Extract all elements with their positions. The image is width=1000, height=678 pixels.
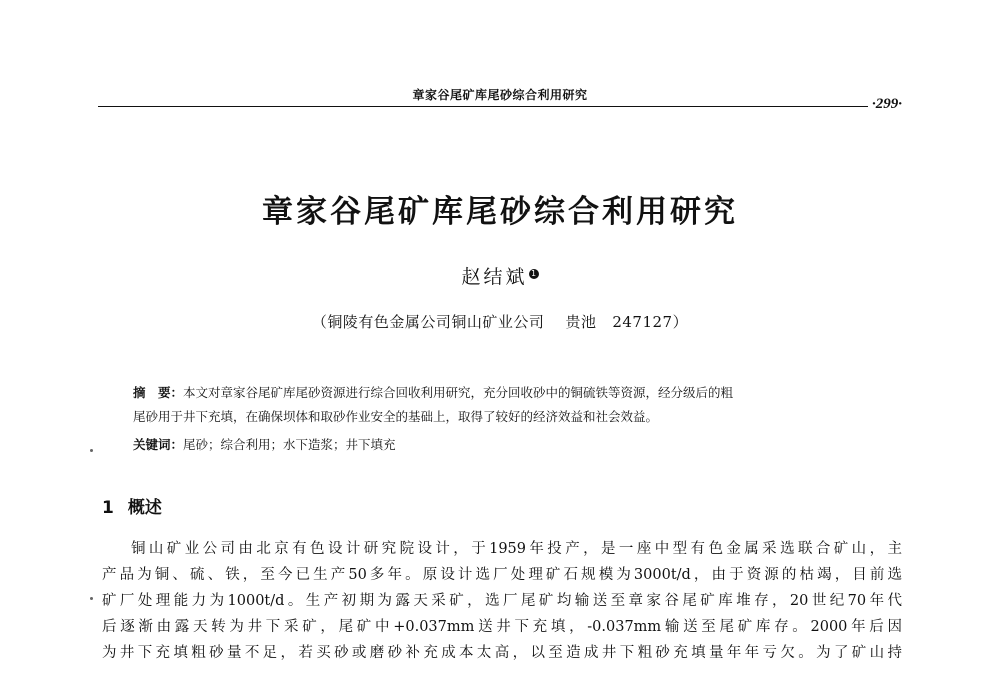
body-line: 为井下充填粗砂量不足，若买砂或磨砂补充成本太高，以至造成井下粗砂充填量年年亏欠。为了矿山持 xyxy=(102,645,902,661)
body-line: 产品为铜、硫、铁，至今已生产50多年。原设计选厂处理矿石规模为3000t/d，由于资源的枯竭，目前选 xyxy=(102,567,902,583)
affiliation-postcode: 247127 xyxy=(612,313,673,331)
abstract-line-2: 尾砂用于井下充填，在确保坝体和取砂作业安全的基础上，取得了较好的经济效益和社会效益。 xyxy=(133,409,659,424)
paper-title: 章家谷尾矿库尾砂综合利用研究 xyxy=(262,194,738,230)
body-line: 后逐渐由露天转为井下采矿，尾矿中+0.037mm送井下充填，-0.037mm输送至尾矿库存。2000年后因 xyxy=(102,619,902,635)
affiliation-organization: 铜陵有色金属公司铜山矿业公司 xyxy=(327,313,545,331)
author-affiliation xyxy=(0,311,1000,332)
section-title: 概述 xyxy=(127,498,162,518)
abstract-text-1: 本文对章家谷尾矿库尾砂资源进行综合回收利用研究，充分回收砂中的铜硫铁等资源，经分级后的粗 xyxy=(183,385,734,400)
abstract-label: 摘 要： xyxy=(133,385,184,400)
abstract xyxy=(133,381,893,429)
keywords xyxy=(133,433,893,457)
affiliation-city: 贵池 xyxy=(565,313,597,331)
body-line: 铜山矿业公司由北京有色设计研究院设计，于1959年投产，是一座中型有色金属采选联合矿山，主 xyxy=(131,541,902,557)
affiliation-open-paren: （ xyxy=(311,313,328,331)
keywords-label: 关键词： xyxy=(133,437,184,452)
header-rule xyxy=(98,106,868,107)
author-footnote-marker[interactable]: 1 xyxy=(529,269,539,279)
section-heading xyxy=(102,493,162,518)
affiliation-close-paren: ） xyxy=(672,313,689,331)
author-line xyxy=(0,262,1000,289)
body-paragraph xyxy=(102,536,902,666)
running-header xyxy=(98,86,902,112)
section-number: 1 xyxy=(102,498,114,518)
running-header-title: 章家谷尾矿库尾砂综合利用研究 xyxy=(412,88,588,102)
author-name: 赵结斌 xyxy=(461,266,528,288)
scan-margin-dot xyxy=(90,597,93,600)
keywords-text: 尾砂；综合利用；水下造浆；井下填充 xyxy=(183,437,396,452)
scan-margin-dot xyxy=(90,449,93,452)
page-number: ·299· xyxy=(872,96,902,112)
abstract-line-1 xyxy=(133,381,893,405)
body-line: 矿厂处理能力为1000t/d。生产初期为露天采矿，选厂尾矿均输送至章家谷尾矿库堆存，20世纪70年代 xyxy=(102,593,902,609)
